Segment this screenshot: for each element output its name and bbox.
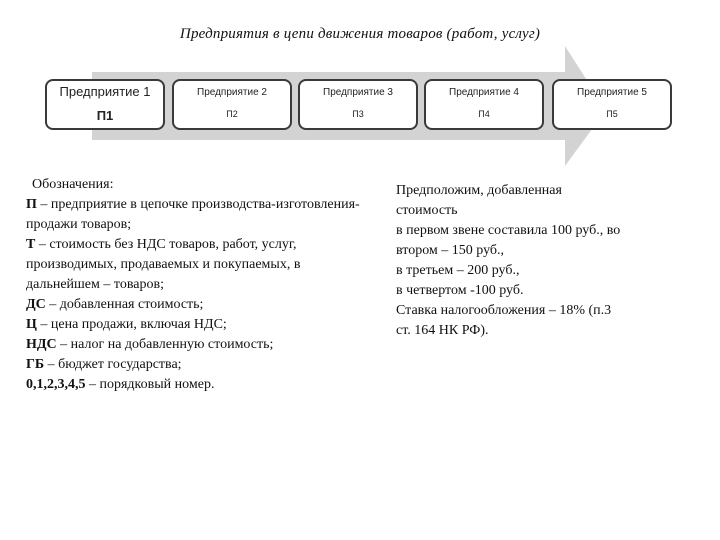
assumption-line: стоимость xyxy=(396,203,458,218)
assumption-line: Предположим, добавленная xyxy=(396,183,562,198)
legend-desc: – предприятие в цепочке производства-изготовления-продажи товаров; xyxy=(26,197,360,232)
legend-item xyxy=(26,295,366,315)
enterprise-box-2 xyxy=(172,79,292,130)
enterprise-code: П5 xyxy=(606,109,618,119)
assumption-line: в третьем – 200 руб., xyxy=(396,263,520,278)
assumption-line: Ставка налогообложения – 18% (п.3 xyxy=(396,303,612,318)
assumption-line: ст. 164 НК РФ). xyxy=(396,323,489,338)
enterprise-code: П4 xyxy=(478,109,490,119)
legend-item xyxy=(26,315,366,335)
enterprise-code: П3 xyxy=(352,109,364,119)
assumption-line: втором – 150 руб., xyxy=(396,243,505,258)
legend-item xyxy=(26,195,366,235)
legend-term: Ц xyxy=(26,317,37,332)
legend-term: Т xyxy=(26,237,36,252)
enterprise-code: П2 xyxy=(226,109,238,119)
legend-desc: – бюджет государства; xyxy=(44,357,182,372)
legend-term: П xyxy=(26,197,37,212)
enterprise-box-3 xyxy=(298,79,418,130)
enterprise-box-1 xyxy=(45,79,165,130)
enterprise-name: Предприятие 4 xyxy=(449,87,519,98)
enterprise-code: П1 xyxy=(96,108,114,123)
legend-item xyxy=(26,375,366,395)
legend-item xyxy=(26,335,366,355)
legend-term: НДС xyxy=(26,337,57,352)
assumption-block xyxy=(396,181,696,341)
legend-item xyxy=(26,355,366,375)
legend-desc: – порядковый номер. xyxy=(85,377,215,392)
legend-item xyxy=(26,235,366,295)
legend-term: ГБ xyxy=(26,357,45,372)
enterprise-name: Предприятие 2 xyxy=(197,87,267,98)
enterprise-name: Предприятие 5 xyxy=(577,87,647,98)
legend-heading: Обозначения: xyxy=(32,177,114,192)
legend-desc: – цена продажи, включая НДС; xyxy=(36,317,227,332)
enterprise-name: Предприятие 3 xyxy=(323,87,393,98)
enterprise-box-5 xyxy=(552,79,672,130)
enterprise-name: Предприятие 1 xyxy=(59,84,151,99)
legend-term: ДС xyxy=(26,297,46,312)
legend-desc: – стоимость без НДС товаров, работ, услуг, производимых, продаваемых и покупаемых, в дальнейшем – товаров; xyxy=(26,237,301,292)
legend-desc: – добавленная стоимость; xyxy=(45,297,204,312)
enterprise-box-4 xyxy=(424,79,544,130)
assumption-line: в первом звене составила 100 руб., во xyxy=(396,223,621,238)
legend-block xyxy=(26,175,366,395)
diagram-title: Предприятия в цепи движения товаров (работ, услуг) xyxy=(179,26,541,42)
legend-desc: – налог на добавленную стоимость; xyxy=(56,337,274,352)
assumption-line: в четвертом -100 руб. xyxy=(396,283,524,298)
legend-term: 0,1,2,3,4,5 xyxy=(26,377,86,392)
